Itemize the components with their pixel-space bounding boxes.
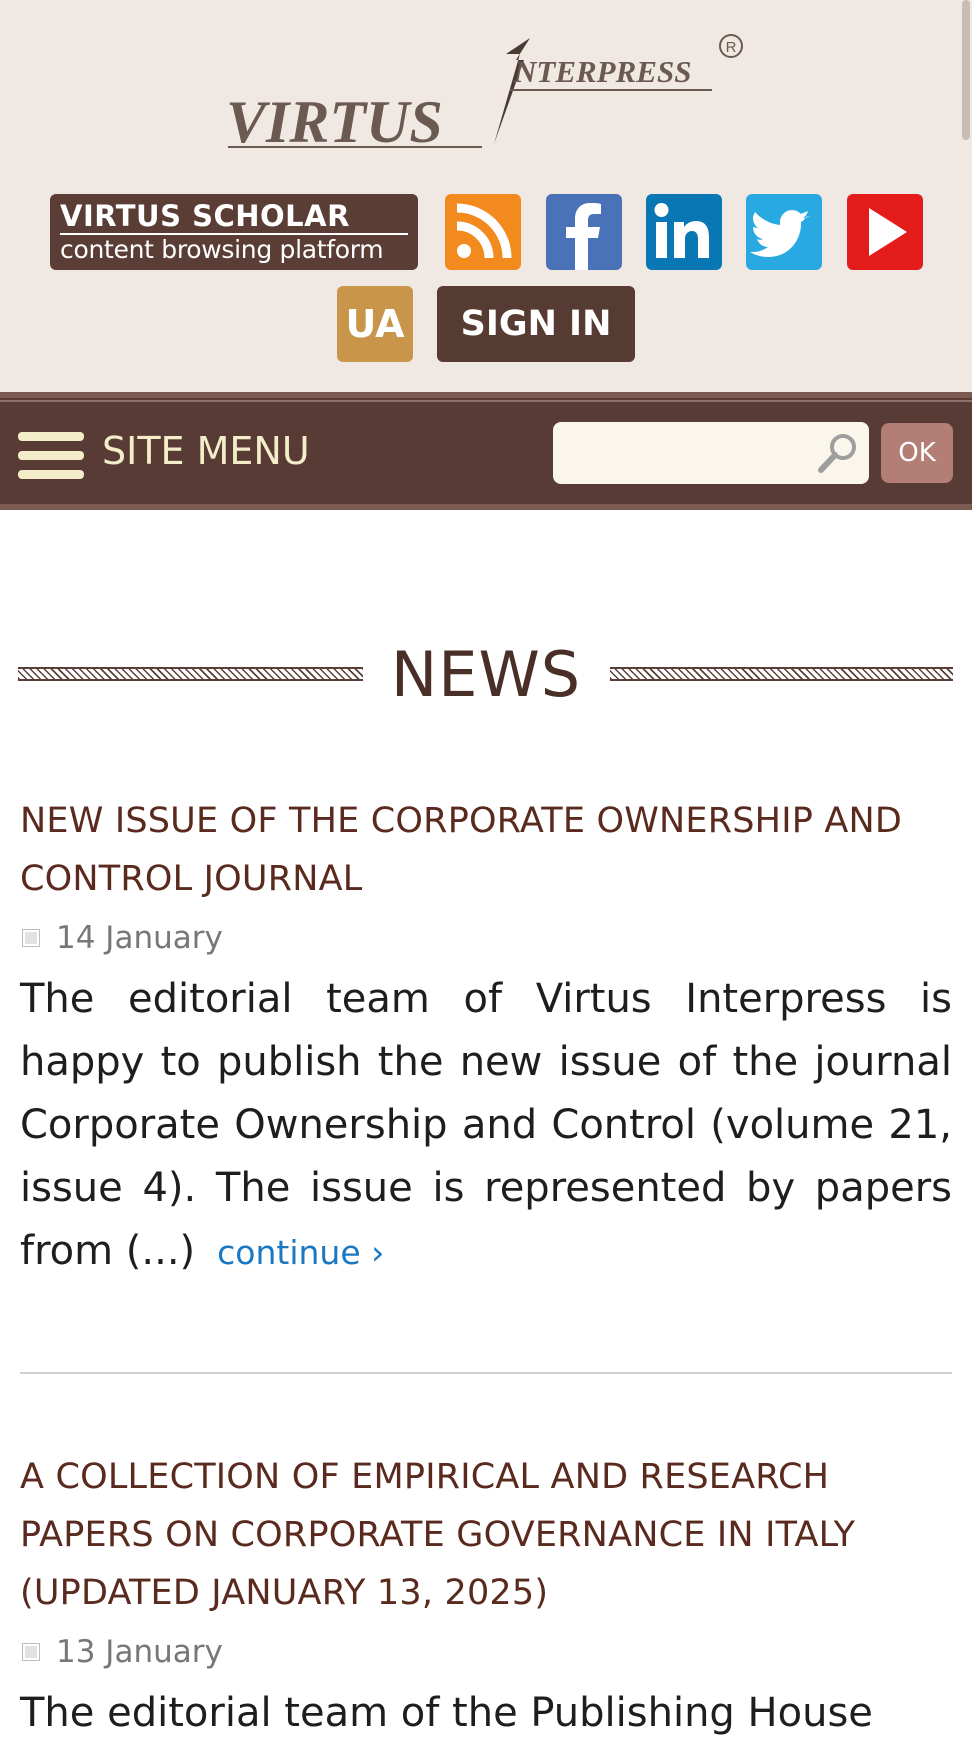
virtus-interpress-logo[interactable]	[220, 30, 760, 150]
article-date	[20, 1630, 952, 1674]
site-navbar	[0, 392, 972, 510]
logo-text-virtus: VIRTUS	[226, 89, 443, 150]
scholar-title: VIRTUS SCHOLAR	[60, 200, 408, 235]
site-header	[0, 0, 972, 392]
article-excerpt-text: The editorial team of the Publishing House	[20, 1690, 873, 1736]
article-title-link[interactable]: A COLLECTION OF EMPIRICAL AND RESEARCH PAPERS ON CORPORATE GOVERNANCE IN ITALY (UPDATED JANUARY 13, 2025)	[20, 1457, 856, 1613]
header-icons-row	[0, 194, 972, 272]
site-menu-button[interactable]: SITE MENU	[102, 429, 310, 473]
registered-mark: R	[725, 39, 737, 56]
article-excerpt	[20, 1682, 952, 1745]
sign-in-button[interactable]: SIGN IN	[437, 286, 635, 362]
article-excerpt	[20, 968, 952, 1284]
calendar-icon	[22, 1643, 40, 1661]
search-icon[interactable]	[815, 430, 861, 476]
rss-icon[interactable]	[445, 194, 521, 270]
facebook-icon[interactable]	[546, 194, 622, 270]
virtus-scholar-button[interactable]	[50, 194, 418, 270]
scholar-subtitle: content browsing platform	[60, 235, 384, 264]
linkedin-icon[interactable]	[646, 194, 722, 270]
news-article	[20, 1448, 952, 1745]
news-title: NEWS	[390, 638, 582, 711]
news-article	[20, 792, 952, 1284]
logo-text-nterpress: NTERPRESS	[514, 54, 692, 89]
heading-decoration-right	[610, 667, 953, 681]
search-ok-button[interactable]: OK	[881, 423, 953, 483]
twitter-icon[interactable]	[746, 194, 822, 270]
continue-link[interactable]: continue ›	[217, 1233, 385, 1272]
scrollbar[interactable]	[962, 0, 970, 140]
article-title-link[interactable]: NEW ISSUE OF THE CORPORATE OWNERSHIP AND CONTROL JOURNAL	[20, 801, 903, 899]
article-excerpt-text: The editorial team of Virtus Interpress is happy to publish the new issue of the journal Corporate Ownership and Control (volume 21, issue 4). The issue is represented by papers from (...)	[20, 976, 952, 1274]
article-date-text: 14 January	[56, 920, 223, 956]
article-date	[20, 916, 952, 960]
youtube-icon[interactable]	[847, 194, 923, 270]
article-date-text: 13 January	[56, 1634, 223, 1670]
news-section-heading	[0, 640, 972, 710]
ua-language-button[interactable]: UA	[337, 286, 413, 362]
hamburger-menu-icon[interactable]	[18, 432, 86, 480]
header-actions-row	[0, 286, 972, 362]
article-divider	[20, 1372, 952, 1374]
calendar-icon	[22, 929, 40, 947]
